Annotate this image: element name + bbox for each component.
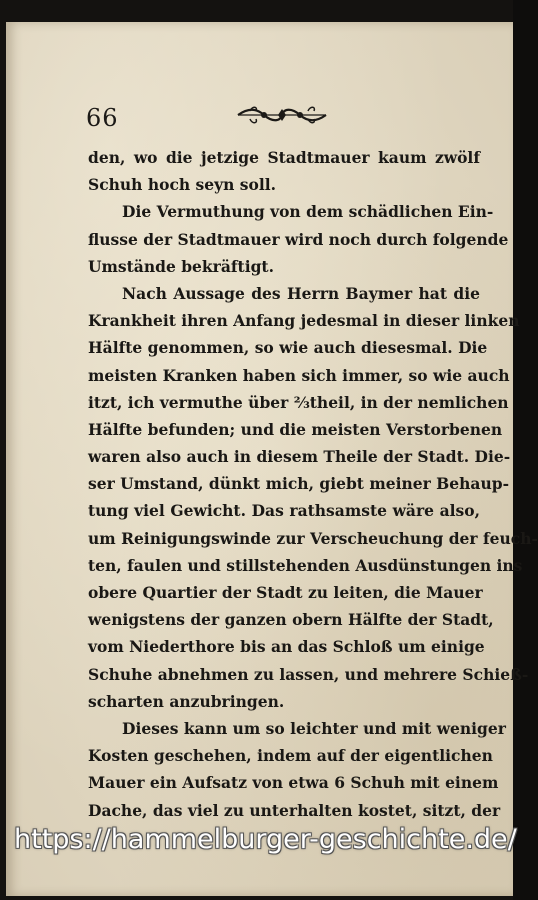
- text-line: ser Umstand, dünkt mich, giebt meiner Behaup-: [88, 474, 509, 494]
- text-line: Schuh hoch seyn soll.: [88, 175, 277, 195]
- text-line: tung viel Gewicht. Das rathsamste wäre also,: [88, 501, 480, 521]
- text-line: Dache, das viel zu unterhalten kostet, sitzt, der: [88, 800, 501, 820]
- text-line: flusse der Stadtmauer wird noch durch folgende: [88, 229, 509, 249]
- watermark-url: https://hammelburger-geschichte.de/: [14, 824, 517, 855]
- text-line: scharten anzubringen.: [88, 691, 285, 711]
- text-line: Mauer ein Aufsatz von etwa 6 Schuh mit einem: [88, 773, 499, 793]
- text-line: itzt, ich vermuthe über ⅔theil, in der nemlichen: [88, 392, 509, 412]
- book-page: [6, 22, 538, 896]
- text-line: Kosten geschehen, indem auf der eigentlichen: [88, 746, 493, 766]
- text-line: obere Quartier der Stadt zu leiten, die Mauer: [88, 583, 483, 602]
- text-line: waren also auch in diesem Theile der Stadt. Die-: [88, 447, 511, 467]
- text-line: Schuhe abnehmen zu lassen, und mehrere Schieß-: [88, 664, 529, 684]
- text-line: den, wo die jetzige Stadtmauer kaum zwölf: [88, 148, 480, 167]
- text-line: um Reinigungswinde zur Verscheuchung der feuch-: [88, 528, 538, 548]
- text-line: ten, faulen und stillstehenden Ausdünstungen ins: [88, 555, 523, 575]
- text-line: Hälfte genommen, so wie auch diesesmal. Die: [88, 338, 488, 358]
- text-line: meisten Kranken haben sich immer, so wie auch: [88, 365, 510, 385]
- text-line: Hälfte befunden; und die meisten Verstorbenen: [88, 419, 503, 439]
- text-line: Umstände bekräftigt.: [88, 256, 274, 276]
- text-line: Dieses kann um so leichter und mit weniger: [122, 718, 506, 738]
- text-line: Die Vermuthung von dem schädlichen Ein-: [122, 202, 494, 222]
- page-number: 66: [86, 104, 119, 132]
- text-line: wenigstens der ganzen obern Hälfte der Stadt,: [88, 610, 494, 630]
- text-line: Nach Aussage des Herrn Baymer hat die: [122, 283, 480, 303]
- header-ornament-icon: [234, 102, 330, 128]
- text-line: Krankheit ihren Anfang jedesmal in dieser linken: [88, 311, 520, 331]
- text-line: vom Niederthore bis an das Schloß um einige: [88, 637, 485, 657]
- page-text: [88, 144, 538, 824]
